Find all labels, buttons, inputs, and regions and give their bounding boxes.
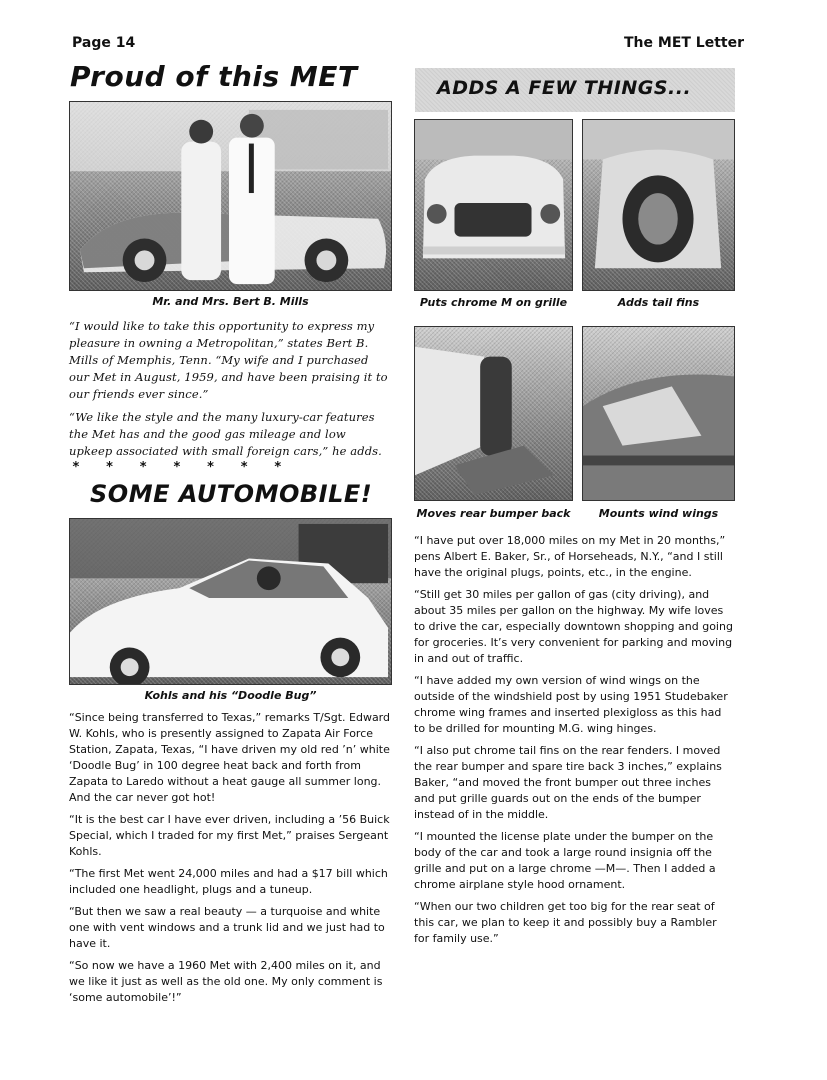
photo-mills-couple bbox=[69, 101, 392, 291]
photo-wind-wings bbox=[582, 326, 735, 501]
caption-grille: Puts chrome M on grille bbox=[419, 296, 568, 309]
mills-article bbox=[69, 318, 392, 466]
star-divider: * * * * * * * bbox=[72, 460, 291, 475]
page-number: Page 14 bbox=[72, 35, 136, 51]
caption-rear-bumper: Moves rear bumper back bbox=[416, 507, 571, 520]
baker-paragraph: “Still get 30 miles per gallon of gas (city driving), and about 35 miles per gallon on the highway. My wife loves to drive the car, especially downtown shopping and going for groceries. It’s very convenient for parking and moving in and out of traffic. bbox=[414, 588, 733, 665]
baker-paragraph: “When our two children get too big for the rear seat of this car, we plan to keep it and possibly buy a Rambler for family use.” bbox=[414, 900, 717, 945]
photo-chrome-m-grille bbox=[414, 119, 573, 291]
baker-paragraph: “I have put over 18,000 miles on my Met in 20 months,” pens Albert E. Baker, Sr., of Horseheads, N.Y., “and I still have the original plugs, points, etc., in the engine. bbox=[414, 534, 726, 579]
publication-title: The MET Letter bbox=[624, 35, 745, 51]
headline-adds-things: ADDS A FEW THINGS... bbox=[437, 77, 692, 99]
baker-paragraph: “I also put chrome tail fins on the rear fenders. I moved the rear bumper and spare tire back 3 inches,” explains Baker, “and moved the front bumper out three inches and put grille guards out on the ends of the bumper instead of in the middle. bbox=[414, 744, 722, 821]
caption-kohls: Kohls and his “Doodle Bug” bbox=[144, 689, 317, 702]
mills-paragraph: “We like the style and the many luxury-car features the Met has and the good gas mileage and low upkeep associated with small foreign cars,” he adds. bbox=[69, 410, 382, 458]
baker-paragraph: “I mounted the license plate under the bumper on the body of the car and took a large round insignia off the grille and put on a large chrome —M—. Then I added a chrome airplane style hood ornament. bbox=[414, 830, 716, 891]
baker-article bbox=[414, 533, 734, 953]
kohls-paragraph: “It is the best car I have ever driven, including a ’56 Buick Special, which I traded for my first Met,” praises Sergeant Kohls. bbox=[69, 813, 390, 858]
baker-paragraph: “I have added my own version of wind wings on the outside of the windshield post by using 1951 Studebaker chrome wing frames and inserted plexigloss as this had to be drilled for mounting M.G. wing hinges. bbox=[414, 674, 728, 735]
headline-some-automobile: SOME AUTOMOBILE! bbox=[90, 480, 373, 508]
kohls-paragraph: “So now we have a 1960 Met with 2,400 miles on it, and we like it just as well as the old one. My only comment is ‘some automobile’!” bbox=[69, 959, 383, 1004]
headline-proud: Proud of this MET bbox=[70, 60, 358, 93]
caption-tail-fins: Adds tail fins bbox=[617, 296, 700, 309]
headline-banner bbox=[415, 68, 735, 112]
caption-wind-wings: Mounts wind wings bbox=[598, 507, 719, 520]
caption-mills: Mr. and Mrs. Bert B. Mills bbox=[152, 295, 309, 308]
kohls-paragraph: “Since being transferred to Texas,” remarks T/Sgt. Edward W. Kohls, who is presently assigned to Zapata Air Force Station, Zapata, Texas, “I have driven my old red ’n’ white ‘Doodle Bug’ in 100 degree heat back and forth from Zapata to Laredo without a heat gauge all summer long. And the car never got hot! bbox=[69, 711, 390, 804]
mills-paragraph: “I would like to take this opportunity to express my pleasure in owning a Metropolitan,” states Bert B. Mills of Memphis, Tenn. “My wife and I purchased our Met in August, 1959, and have been praising it to our friends ever since.” bbox=[69, 319, 388, 401]
photo-rear-bumper bbox=[414, 326, 573, 501]
photo-tail-fins bbox=[582, 119, 735, 291]
photo-kohls-car bbox=[69, 518, 392, 685]
kohls-paragraph: “But then we saw a real beauty — a turquoise and white one with vent windows and a trunk lid and we just had to have it. bbox=[69, 905, 385, 950]
kohls-article bbox=[69, 710, 392, 1012]
kohls-paragraph: “The first Met went 24,000 miles and had a $17 bill which included one headlight, plugs and a tuneup. bbox=[69, 867, 388, 896]
